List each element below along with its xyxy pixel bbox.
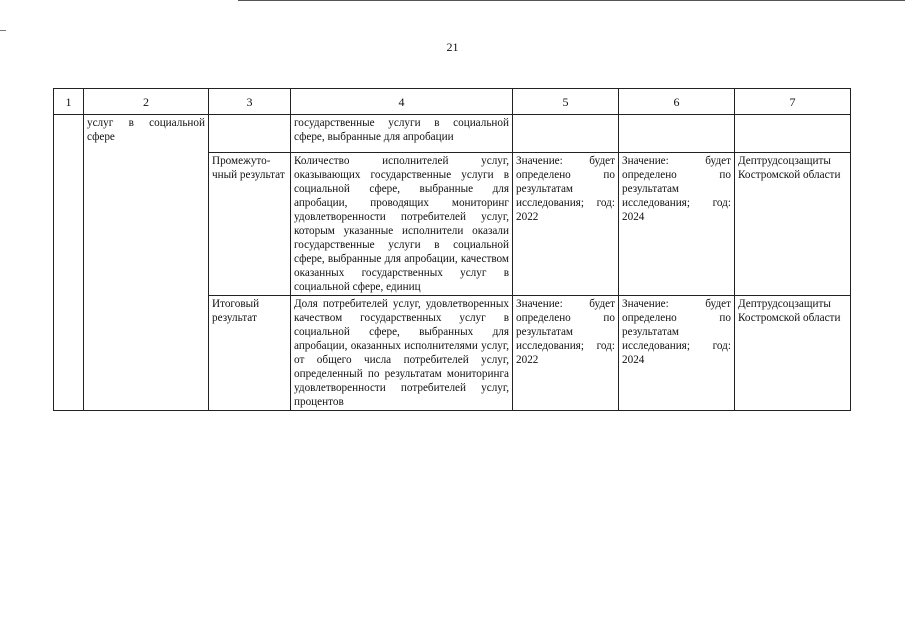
- table-cell-value-2022: Значение: будет определено по результатам исследования; год: 2022: [513, 153, 619, 296]
- table-cell-empty: [513, 115, 619, 153]
- table-cell-responsible: Дептрудсоцзащиты Костромской области: [735, 296, 851, 411]
- table-row: [54, 115, 851, 153]
- column-header: 4: [291, 89, 513, 115]
- table-cell-value-2024: Значение: будет определено по результатам исследования; год: 2024: [619, 153, 735, 296]
- scan-edge-mark: [0, 30, 6, 31]
- table-cell-empty: [735, 115, 851, 153]
- table-cell-result-type: Промежуто-чный результат: [209, 153, 291, 296]
- table-cell-indicator: Количество исполнителей услуг, оказывающих государственные услуги в социальной сфере, выбранные для апробации, проводящих мониторинг удовлетворенности потребителей услуг, которым указанные исполнители оказали государственные услуги в социальной сфере, выбранные для апробации, качеством оказанных государственных услуг в социальной сфере, единиц: [291, 153, 513, 296]
- column-header: 6: [619, 89, 735, 115]
- page-number: 21: [446, 40, 459, 54]
- table-cell-responsible: Дептрудсоцзащиты Костромской области: [735, 153, 851, 296]
- document-table: [53, 88, 851, 411]
- table-cell-value-2022: Значение: будет определено по результатам исследования; год: 2022: [513, 296, 619, 411]
- table-cell-empty: [619, 115, 735, 153]
- table-header-row: [54, 89, 851, 115]
- column-header: 1: [54, 89, 84, 115]
- column-header: 7: [735, 89, 851, 115]
- table-cell-object: услуг в социальной сфере: [84, 115, 209, 411]
- column-header: 3: [209, 89, 291, 115]
- scan-edge-line: [238, 0, 905, 1]
- table-cell-empty: [209, 115, 291, 153]
- column-header: 5: [513, 89, 619, 115]
- table-cell-indicator: государственные услуги в социальной сфере, выбранные для апробации: [291, 115, 513, 153]
- table-cell-empty: [54, 115, 84, 411]
- table-cell-value-2024: Значение: будет определено по результатам исследования; год: 2024: [619, 296, 735, 411]
- table-cell-indicator: Доля потребителей услуг, удовлетворенных качеством государственных услуг в социальной сфере, выбранных для апробации, оказанных исполнителями услуг, от общего числа потребителей услуг, определенный по результатам мониторинга удовлетворенности потребителей услуг, процентов: [291, 296, 513, 411]
- table-cell-result-type: Итоговый результат: [209, 296, 291, 411]
- column-header: 2: [84, 89, 209, 115]
